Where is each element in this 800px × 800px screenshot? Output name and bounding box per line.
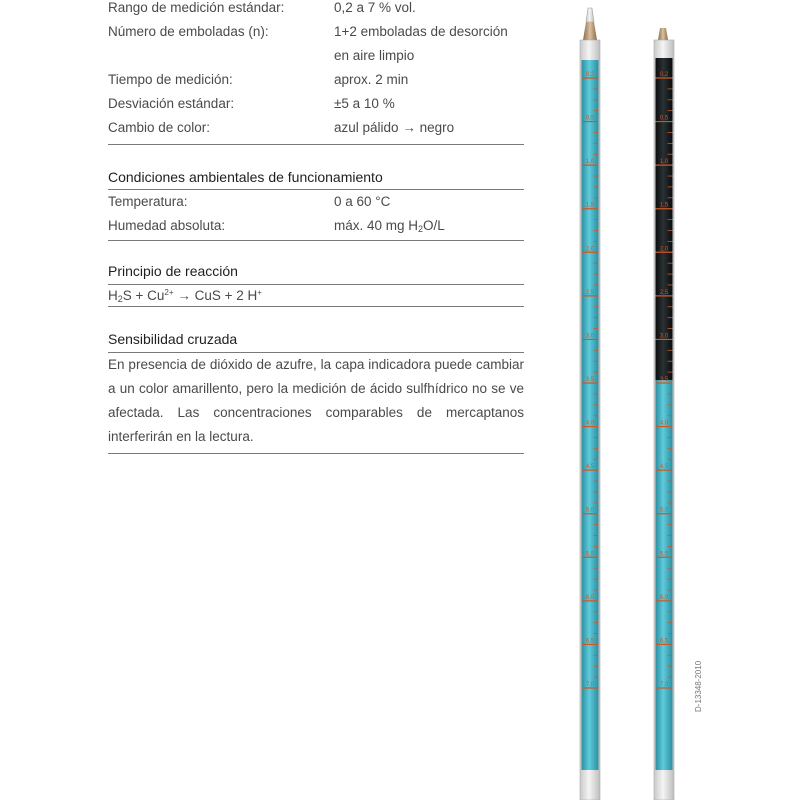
figure-code-caption: D-13348-2010 [694,660,703,712]
scale-tick-label: 2,0 [659,246,669,253]
spec-row-deviation [108,92,524,116]
section-divider [108,306,524,307]
spec-row-humidity [108,214,524,238]
reaction-equation: $H_2S + Cu^{2+}$ → CuS + 2 H+ [108,288,262,304]
spec-value: azul pálido → negro [334,120,455,135]
spec-value: 1+2 emboladas de desorción en aire limpio [334,24,508,63]
scale-tick-label: 0,5 [585,115,595,122]
spec-row-temperature [108,190,524,214]
scale-tick-label: 5,0 [585,507,595,514]
section-divider [108,453,524,454]
scale-tick-label: 5,5 [585,551,595,558]
spec-row-strokes [108,20,524,68]
scale-tick-label: 1,5 [659,202,669,209]
scale-tick-label: 3,5 [585,377,595,383]
unused-tube [580,8,600,800]
scale-tick-label: 3,0 [659,333,669,340]
scale-tick-label: 5,5 [659,551,669,558]
scale-tick-label: 6,5 [585,638,595,645]
scale-tick-label: 1,0 [585,159,595,166]
scale-tick-label: 7,0 [585,682,595,688]
scale-tick-label: 0,2 [659,72,669,78]
spec-row-range [108,0,524,20]
scale-tick-label: 4,5 [659,464,669,471]
spec-label: Cambio de color: [108,120,211,135]
spec-value: 0,2 a 7 % vol. [334,0,416,15]
section-heading-conditions: Condiciones ambientales de funcionamiento [108,169,383,185]
spec-value: 0 a 60 °C [334,194,391,209]
arrow-icon: → [402,120,416,135]
spec-label: Rango de medición estándar: [108,0,285,15]
spec-row-time [108,68,524,92]
scale-tick-label: 3,5 [659,377,669,383]
cross-sensitivity-text: En presencia de dióxido de azufre, la capa indicadora puede cambiar a un color amarillento, pero la medición de ácido sulfhídrico no se ve afectada. Las concentraciones comparables de mercaptanos interferirán en la lectura. [108,357,524,444]
spec-label: Humedad absoluta: [108,218,226,233]
reacted-tube [654,28,674,800]
spec-value: máx. 40 mg $H_2O/L$ [334,218,445,234]
section-divider [108,240,524,241]
scale-tick-label: 6,0 [585,594,595,601]
scale-tick-label: 1,0 [659,159,669,166]
detector-tubes-image [560,0,710,800]
spec-document [108,0,524,454]
arrow-icon: → [177,288,191,303]
scale-tick-label: 6,5 [659,638,669,645]
scale-tick-label: 2,5 [585,289,595,296]
scale-tick-label: 2,0 [585,246,595,253]
scale-tick-label: 0,2 [585,72,595,78]
scale-tick-label: 0,5 [659,115,669,122]
scale-tick-label: 5,0 [659,507,669,514]
scale-tick-label: 7,0 [659,682,669,688]
spec-value: aprox. 2 min [334,72,409,87]
scale-tick-label: 4,5 [585,464,595,471]
section-heading-reaction: Principio de reacción [108,263,238,279]
scale-tick-label: 1,5 [585,202,595,209]
spec-label: Tiempo de medición: [108,72,233,87]
section-heading-cross-sensitivity: Sensibilidad cruzada [108,331,238,347]
spec-label: Desviación estándar: [108,96,235,111]
spec-value: ±5 a 10 % [334,96,395,111]
section-divider [108,144,524,145]
scale-tick-label: 2,5 [659,289,669,296]
scale-tick-label: 3,0 [585,333,595,340]
spec-label: Temperatura: [108,194,188,209]
scale-tick-label: 4,0 [659,420,669,427]
spec-row-color-change [108,116,524,140]
scale-tick-label: 6,0 [659,594,669,601]
spec-label: Número de emboladas (n): [108,24,269,39]
scale-tick-label: 4,0 [585,420,595,427]
